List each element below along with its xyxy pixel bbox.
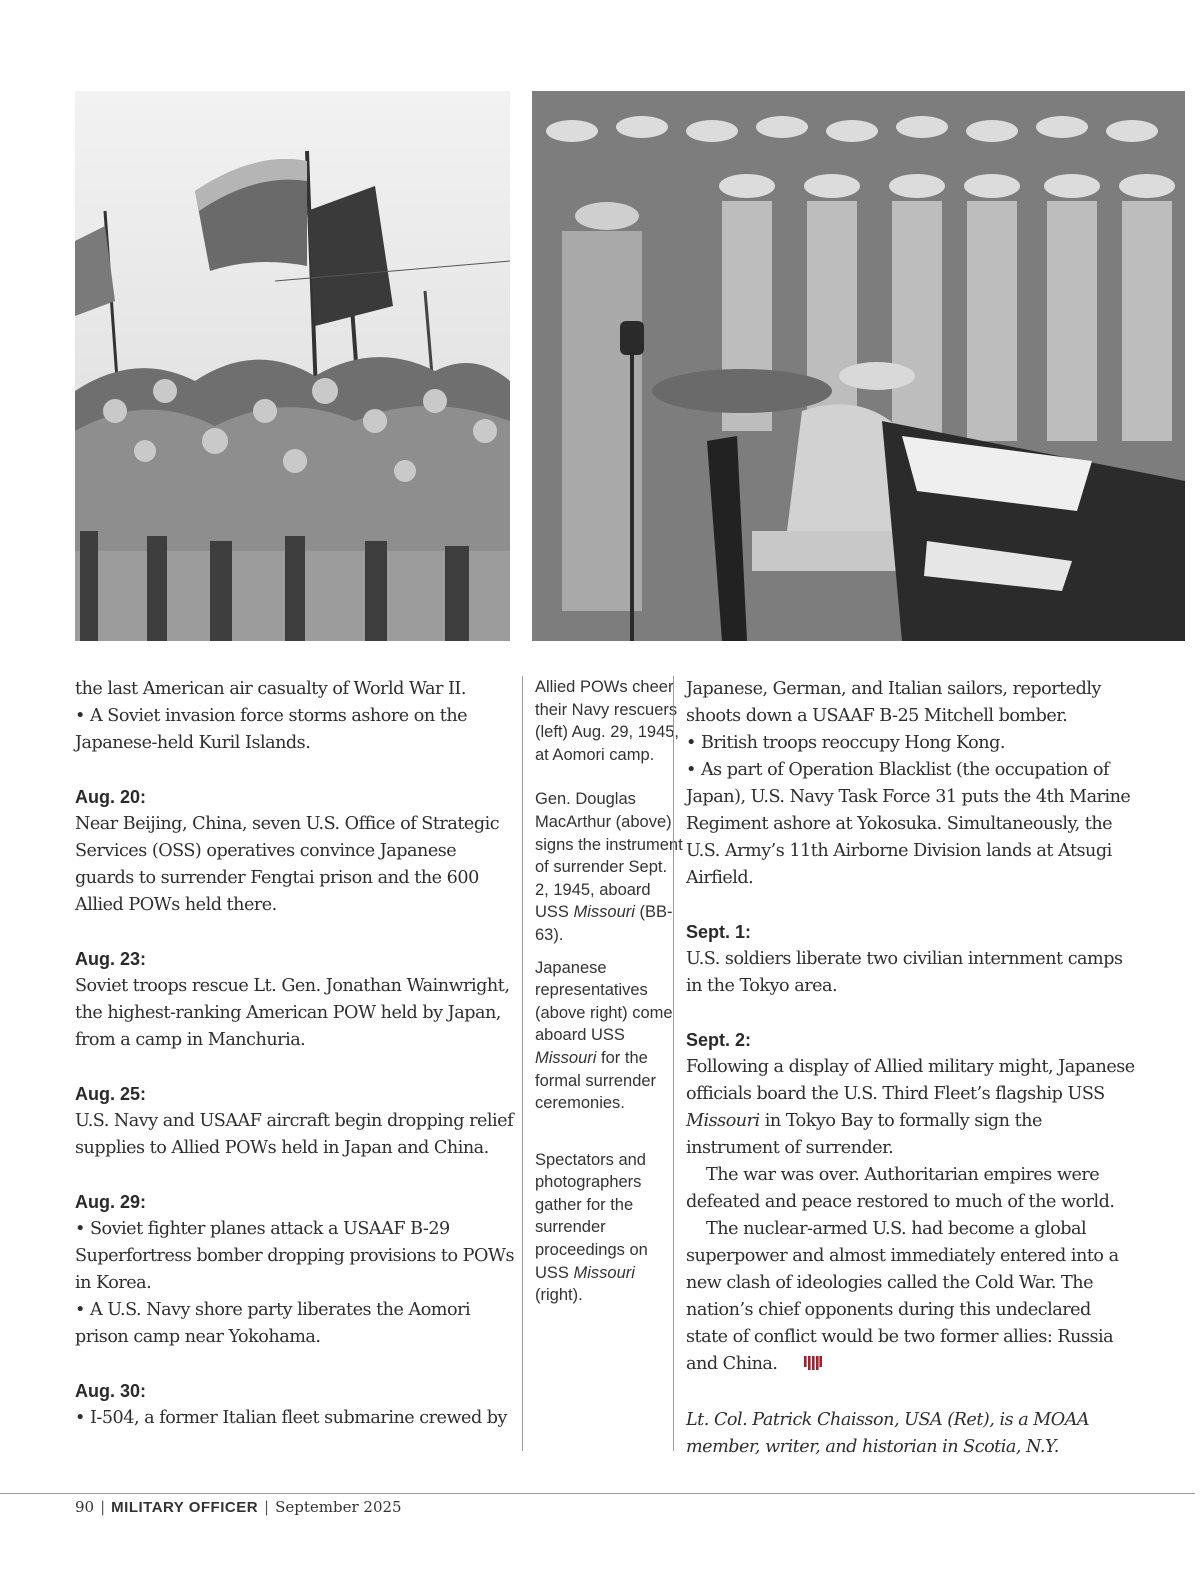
intro-bullet: • A Soviet invasion force storms ashore on the Japanese-held Kuril Islands. [75, 706, 468, 753]
column-left [75, 676, 515, 1432]
caption-text: Japanese representatives (above right) come aboard USS [535, 958, 673, 1045]
entry-text-part: in Tokyo Bay to formally sign the instrument of surrender. [686, 1111, 1042, 1158]
caption-spectators [535, 1149, 685, 1307]
caption-text: (BB-63). [535, 903, 673, 944]
page-footer: 90 | MILITARY OFFICER | September 2025 [75, 1498, 402, 1516]
ship-name: Missouri [573, 1263, 635, 1282]
continued-text: Japanese, German, and Italian sailors, reportedly shoots down a USAAF B-25 Mitchell bomber. [686, 679, 1101, 726]
moaa-end-mark-icon [784, 1353, 822, 1380]
caption-macarthur [535, 788, 685, 946]
entry-text: Near Beijing, China, seven U.S. Office of Strategic Services (OSS) operatives convince Japanese guards to surrender Fengtai prison and the 600 Allied POWs held there. [75, 814, 500, 915]
caption-text: Gen. Douglas MacArthur (above) signs the instrument of surrender Sept. 2, 1945, aboard USS [535, 790, 683, 922]
entry-date: Aug. 30: [75, 1381, 147, 1401]
column-captions [522, 676, 685, 1451]
caption-pows: Allied POWs cheer their Navy rescuers (left) Aug. 29, 1945, at Aomori camp. [535, 678, 680, 764]
caption-text: (right). [535, 1286, 583, 1305]
entry-text: U.S. Navy and USAAF aircraft begin dropping relief supplies to Allied POWs held in Japan and China. [75, 1111, 514, 1158]
paragraph-war-over: The war was over. Authoritarian empires were defeated and peace restored to much of the world. [686, 1165, 1115, 1212]
paragraph-cold-war [686, 1216, 1136, 1380]
photo-macarthur-signing-image [532, 91, 1185, 641]
entry-bullet: • A U.S. Navy shore party liberates the Aomori prison camp near Yokohama. [75, 1300, 471, 1347]
entry-text: U.S. soldiers liberate two civilian internment camps in the Tokyo area. [686, 949, 1123, 996]
magazine-title: MILITARY OFFICER [111, 1499, 259, 1516]
ship-name: Missouri [535, 1048, 597, 1067]
bullet-blacklist: • As part of Operation Blacklist (the occupation of Japan), U.S. Navy Task Force 31 puts the 4th Marine Regiment ashore at Yokosuka. Simultaneously, the U.S. Army’s 11th Airborne Division lands at Atsugi Airfield. [686, 760, 1131, 888]
entry-date: Aug. 20: [75, 787, 147, 807]
photo-pows-cheering [75, 91, 510, 641]
ship-name: Missouri [686, 1111, 760, 1131]
entry-bullet: • Soviet fighter planes attack a USAAF B-29 Superfortress bomber dropping provisions to POWs in Korea. [75, 1219, 515, 1293]
entry-text: • I-504, a former Italian fleet submarine crewed by [75, 1408, 507, 1428]
footer-rule [0, 1493, 1195, 1494]
issue-date: September 2025 [275, 1498, 402, 1516]
entry-text [686, 1054, 1136, 1162]
entry-date: Aug. 23: [75, 949, 147, 969]
caption-japanese-reps [535, 957, 685, 1115]
bullet-hong-kong: • British troops reoccupy Hong Kong. [686, 733, 1005, 753]
entry-date: Sept. 1: [686, 922, 752, 942]
caption-text: Spectators and photographers gather for the surrender proceedings on USS [535, 1150, 648, 1282]
photo-macarthur-signing [532, 91, 1185, 641]
paragraph-text: The nuclear-armed U.S. had become a global superpower and almost immediately entered into a new clash of ideologies called the Cold War. The nation’s chief opponents during this undeclared state of conflict would be two former allies: Russia and China. [686, 1219, 1119, 1374]
entry-text: Soviet troops rescue Lt. Gen. Jonathan Wainwright, the highest-ranking American POW held by Japan, from a camp in Manchuria. [75, 976, 510, 1050]
ship-name: Missouri [573, 903, 635, 922]
page-number: 90 [75, 1498, 95, 1516]
entry-text-part: Following a display of Allied military might, Japanese officials board the U.S. Third Fleet’s flagship USS [686, 1057, 1135, 1104]
column-right [673, 676, 1136, 1457]
author-byline: Lt. Col. Patrick Chaisson, USA (Ret), is a MOAA member, writer, and historian in Scotia, N.Y. [686, 1410, 1090, 1457]
entry-date: Aug. 29: [75, 1192, 147, 1212]
entry-date: Aug. 25: [75, 1084, 147, 1104]
entry-date: Sept. 2: [686, 1030, 752, 1050]
caption-text: for the formal surrender ceremonies. [535, 1048, 657, 1113]
intro-line: the last American air casualty of World War II. [75, 679, 466, 699]
photo-pows-cheering-image [75, 91, 510, 641]
